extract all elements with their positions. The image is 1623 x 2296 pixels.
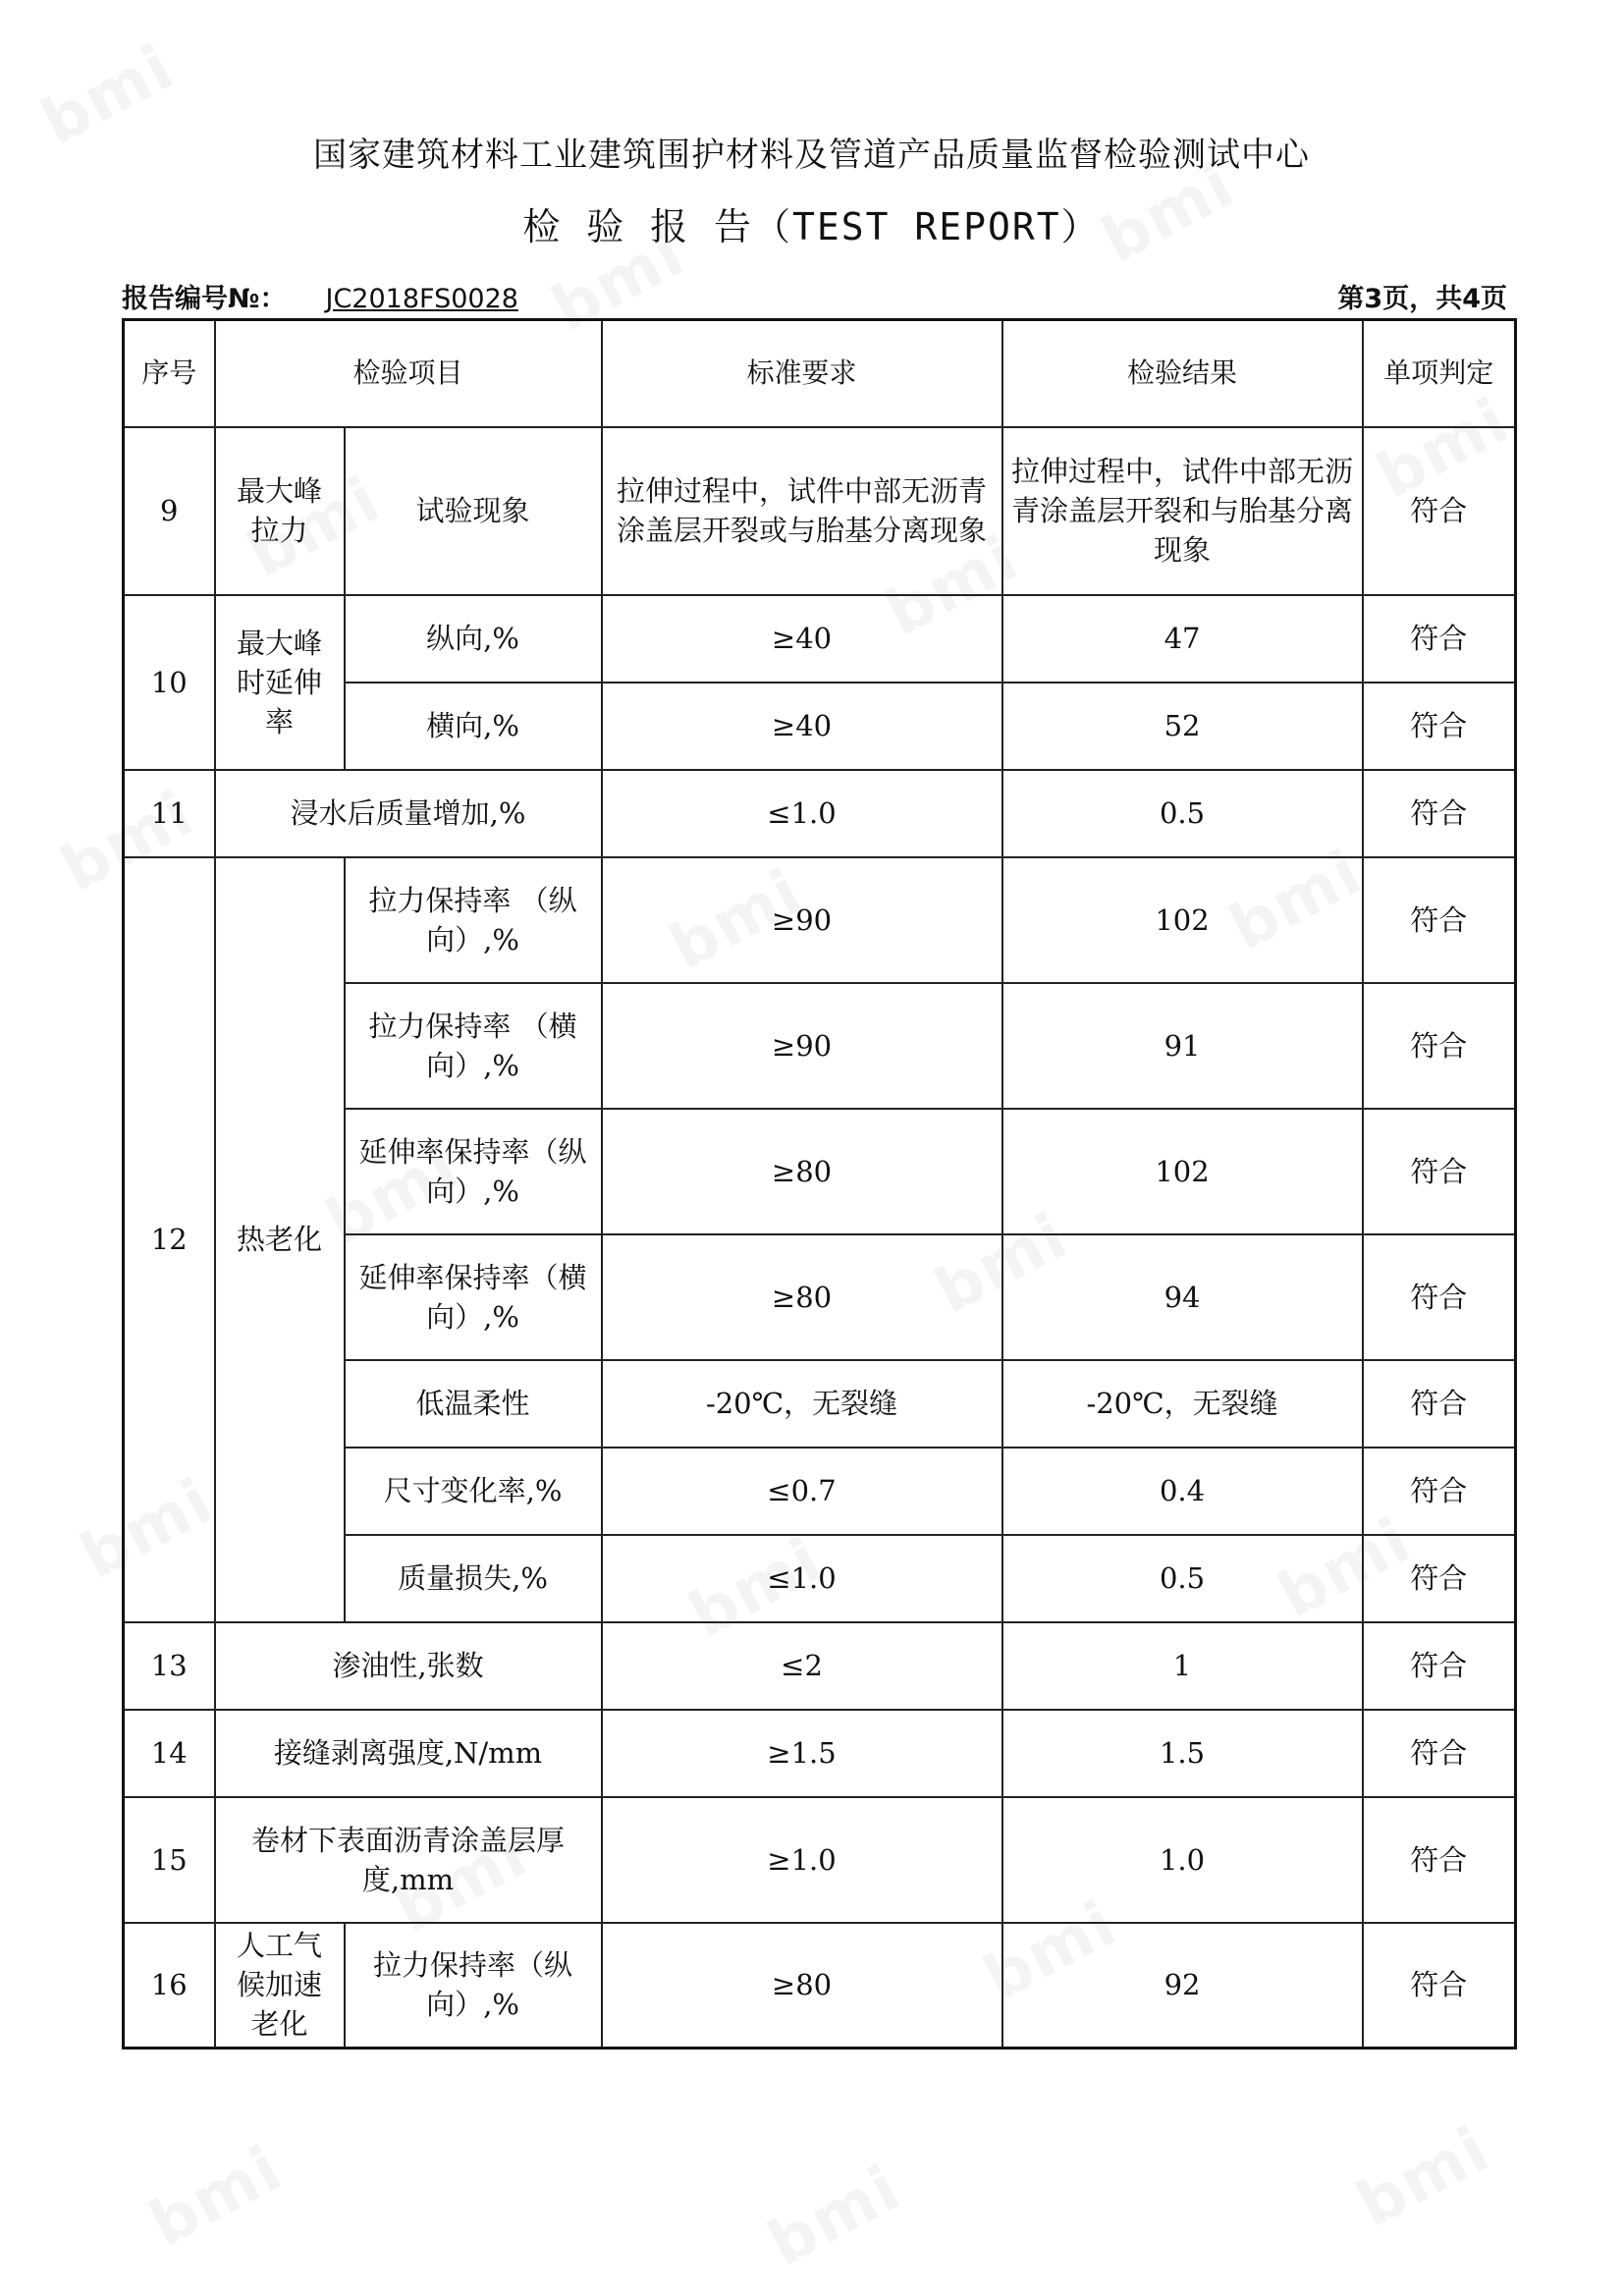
item-group-cell: 最大峰拉力 (215, 427, 345, 595)
item-sub-cell: 低温柔性 (345, 1360, 602, 1448)
requirement-cell: ≥90 (602, 857, 1002, 983)
judgement-cell: 符合 (1363, 427, 1516, 595)
table-row (124, 1622, 1516, 1710)
report-number-label: 报告编号№： (122, 284, 287, 314)
result-cell: 52 (1002, 683, 1363, 770)
watermark (757, 2152, 913, 2280)
item-sub-cell: 拉力保持率（纵向）,% (345, 1923, 602, 2049)
requirement-cell: ≥40 (602, 683, 1002, 770)
result-cell: 102 (1002, 857, 1363, 983)
item-sub-cell: 质量损失,% (345, 1535, 602, 1622)
item-sub-cell: 延伸率保持率（横向）,% (345, 1234, 602, 1360)
item-cell: 卷材下表面沥青涂盖层厚度,mm (215, 1797, 602, 1923)
test-report-table (122, 318, 1517, 2050)
seq-cell: 14 (124, 1710, 215, 1797)
judgement-cell: 符合 (1363, 770, 1516, 857)
item-cell: 渗油性,张数 (215, 1622, 602, 1710)
judgement-cell: 符合 (1363, 1535, 1516, 1622)
judgement-cell: 符合 (1363, 1797, 1516, 1923)
judgement-cell: 符合 (1363, 1109, 1516, 1234)
item-sub-cell: 拉力保持率 （横向）,% (345, 983, 602, 1109)
item-cell: 接缝剥离强度,N/mm (215, 1710, 602, 1797)
watermark (1346, 2112, 1502, 2241)
table-row (124, 1797, 1516, 1923)
requirement-cell: ≥80 (602, 1923, 1002, 2049)
table-row (124, 1923, 1516, 2049)
table-row (124, 595, 1516, 683)
result-cell: 1.5 (1002, 1710, 1363, 1797)
judgement-cell: 符合 (1363, 1923, 1516, 2049)
judgement-cell: 符合 (1363, 1234, 1516, 1360)
col-header-judgement: 单项判定 (1363, 320, 1516, 427)
seq-cell: 15 (124, 1797, 215, 1923)
col-header-seq: 序号 (124, 320, 215, 427)
item-sub-cell: 横向,% (345, 683, 602, 770)
requirement-cell: ≥80 (602, 1234, 1002, 1360)
item-cell: 浸水后质量增加,% (215, 770, 602, 857)
requirement-cell: ≤0.7 (602, 1448, 1002, 1535)
col-header-requirement: 标准要求 (602, 320, 1002, 427)
result-cell: 0.5 (1002, 770, 1363, 857)
requirement-cell: ≥90 (602, 983, 1002, 1109)
result-cell: 拉伸过程中，试件中部无沥青涂盖层开裂和与胎基分离现象 (1002, 427, 1363, 595)
result-cell: 91 (1002, 983, 1363, 1109)
requirement-cell: -20℃，无裂缝 (602, 1360, 1002, 1448)
table-row (124, 1710, 1516, 1797)
table-row (124, 770, 1516, 857)
page-info: 第3页，共4页 (1337, 284, 1507, 314)
report-number: JC2018FS0028 (325, 284, 518, 314)
result-cell: 47 (1002, 595, 1363, 683)
watermark (138, 2132, 295, 2261)
result-cell: 0.4 (1002, 1448, 1363, 1535)
requirement-cell: ≤1.0 (602, 770, 1002, 857)
item-group-cell: 热老化 (215, 857, 345, 1622)
requirement-cell: ≥40 (602, 595, 1002, 683)
table-header-row (124, 320, 1516, 427)
organization-name: 国家建筑材料工业建筑围护材料及管道产品质量监督检验测试中心 (313, 136, 1310, 175)
requirement-cell: 拉伸过程中，试件中部无沥青涂盖层开裂或与胎基分离现象 (602, 427, 1002, 595)
report-number-line (122, 277, 518, 315)
judgement-cell: 符合 (1363, 1622, 1516, 1710)
item-sub-cell: 拉力保持率 （纵向）,% (345, 857, 602, 983)
judgement-cell: 符合 (1363, 983, 1516, 1109)
seq-cell: 9 (124, 427, 215, 595)
judgement-cell: 符合 (1363, 857, 1516, 983)
col-header-item: 检验项目 (215, 320, 602, 427)
requirement-cell: ≥80 (602, 1109, 1002, 1234)
requirement-cell: ≥1.0 (602, 1797, 1002, 1923)
item-sub-cell: 纵向,% (345, 595, 602, 683)
seq-cell: 12 (124, 857, 215, 1622)
result-cell: -20℃，无裂缝 (1002, 1360, 1363, 1448)
col-header-result: 检验结果 (1002, 320, 1363, 427)
report-title: 检 验 报 告（TEST REPORT） (522, 205, 1101, 248)
item-sub-cell: 试验现象 (345, 427, 602, 595)
seq-cell: 11 (124, 770, 215, 857)
result-cell: 102 (1002, 1109, 1363, 1234)
item-sub-cell: 尺寸变化率,% (345, 1448, 602, 1535)
requirement-cell: ≤1.0 (602, 1535, 1002, 1622)
seq-cell: 10 (124, 595, 215, 770)
item-group-cell: 人工气候加速老化 (215, 1923, 345, 2049)
table-row (124, 427, 1516, 595)
item-group-cell: 最大峰时延伸率 (215, 595, 345, 770)
requirement-cell: ≥1.5 (602, 1710, 1002, 1797)
judgement-cell: 符合 (1363, 1448, 1516, 1535)
seq-cell: 13 (124, 1622, 215, 1710)
item-sub-cell: 延伸率保持率（纵向）,% (345, 1109, 602, 1234)
seq-cell: 16 (124, 1923, 215, 2049)
table-row (124, 857, 1516, 983)
judgement-cell: 符合 (1363, 595, 1516, 683)
result-cell: 0.5 (1002, 1535, 1363, 1622)
result-cell: 92 (1002, 1923, 1363, 2049)
requirement-cell: ≤2 (602, 1622, 1002, 1710)
result-cell: 1.0 (1002, 1797, 1363, 1923)
result-cell: 1 (1002, 1622, 1363, 1710)
judgement-cell: 符合 (1363, 1710, 1516, 1797)
judgement-cell: 符合 (1363, 683, 1516, 770)
judgement-cell: 符合 (1363, 1360, 1516, 1448)
result-cell: 94 (1002, 1234, 1363, 1360)
